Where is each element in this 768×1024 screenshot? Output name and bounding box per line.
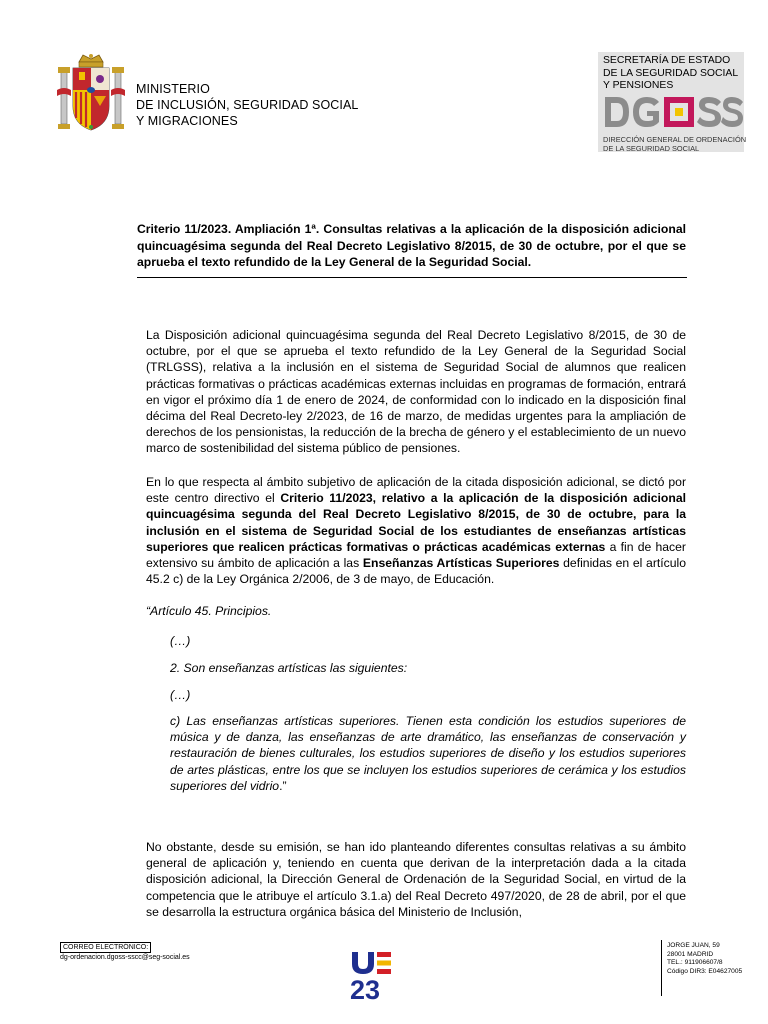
- dgoss-sub-line-1: DIRECCIÓN GENERAL DE ORDENACIÓN: [603, 135, 747, 144]
- secretaria-line-1: SECRETARÍA DE ESTADO: [603, 55, 731, 66]
- quote-ellipsis-2: (…): [170, 688, 191, 702]
- secretaria-de-estado: [603, 55, 738, 93]
- footer-divider: [661, 940, 662, 996]
- quote-article-title: “Artículo 45. Principios.: [146, 604, 272, 618]
- paragraph-3: No obstante, desde su emisión, se han ido planteando diferentes consultas relativas a su ámbito general de aplicación y, teniendo en cuenta que derivan de la interpretación dada a la citada disposición adicional, la Dirección General de Ordenación de la Seguridad Social, en virtud de la competencia que le atribuye el artículo 3.1.a) del Real Decreto 497/2020, de 28 de abril, por el que se desarrolla la estructura orgánica básica del Ministerio de Inclusión,: [146, 840, 686, 919]
- quote-item-c-text: c) Las enseñanzas artísticas superiores. Tienen esta condición los estudios superiores de música y de danza, las enseñanzas de arte dramático, las enseñanzas de conservación y restauración de bienes culturales, los estudios superiores de diseño y los estudios superiores de artes plásticas, entre los que se incluyen los estudios superiores de cerámica y los estudios superiores del vidrio: [170, 714, 686, 793]
- paragraph-1: La Disposición adicional quincuagésima segunda del Real Decreto Legislativo 8/2015, de 30 de octubre, por el que se aprueba el texto refundido de la Ley General de la Seguridad Social (TRLGSS), relativa a la inclusión en el sistema de Seguridad Social de alumnos que realicen prácticas formativas o prácticas académicas externas incluidas en programas de formación, entrará en vigor el próximo día 1 de enero de 2024, de conformidad con lo indicado en la disposición final décima del Real Decreto-ley 2/2023, de 16 de marzo, de medidas urgentes para la ampliación de derechos de los pensionistas, la reducción de la brecha de género y el establecimiento de un nuevo marco de sostenibilidad del sistema público de pensiones.: [146, 328, 686, 456]
- address-line-3: TEL.: 911906607/8: [667, 959, 723, 967]
- ue-logo-23: 23: [350, 975, 381, 1000]
- ministry-line-1: MINISTERIO: [136, 82, 210, 96]
- dgoss-subtitle: [603, 135, 746, 153]
- dgoss-logo: [603, 94, 743, 130]
- postal-address: [667, 942, 742, 976]
- quote-item-2: 2. Son enseñanzas artísticas las siguientes:: [170, 661, 408, 675]
- ministry-line-3: Y MIGRACIONES: [136, 114, 238, 128]
- criterio-reference: Criterio 11/2023, relativo a la aplicación de la disposición adicional quincuagésima segunda del Real Decreto Legislativo 8/2015, de 30 de octubre, para la inclusión en el sistema de Seguridad Social de los estudiantes de enseñanzas artísticas superiores que realicen prácticas formativas o prácticas académicas externas: [146, 491, 686, 554]
- quote-ellipsis-1: (…): [170, 634, 191, 648]
- address-line-1: JORGE JUAN, 59: [667, 942, 720, 949]
- secretaria-line-3: Y PENSIONES: [603, 80, 674, 91]
- paragraph-2-text-b: a fin de hacer extensivo su ámbito de aplicación a las: [146, 539, 686, 571]
- paragraph-2-text-c: definidas en el artículo 45.2 c) de la Ley Orgánica 2/2006, de 3 de mayo, de Educación.: [146, 556, 687, 587]
- email-link[interactable]: dg-ordenacion.dgoss-sscc@seg-social.es: [60, 954, 190, 961]
- quote-item-c: [170, 713, 686, 794]
- ue23-presidency-logo: [350, 950, 392, 1000]
- dgoss-sub-line-2: DE LA SEGURIDAD SOCIAL: [603, 144, 700, 153]
- paragraph-2: [146, 474, 686, 587]
- quote-close: .”: [279, 778, 287, 793]
- address-line-4: Código DIR3: E04627005: [667, 967, 743, 975]
- email-label: CORREO ELECTRÓNICO:: [60, 942, 151, 953]
- address-line-2: 28001 MADRID: [667, 950, 714, 958]
- title-underline: [137, 277, 687, 278]
- coat-of-arms-logo: [55, 52, 127, 142]
- document-title: Criterio 11/2023. Ampliación 1ª. Consultas relativas a la aplicación de la disposición adicional quincuagésima segunda del Real Decreto Legislativo 8/2015, de 30 de octubre, por el que se aprueba el texto refundido de la Ley General de la Seguridad Social.: [137, 222, 686, 269]
- ensenanzas-artisticas-superiores: Enseñanzas Artísticas Superiores: [362, 556, 560, 571]
- secretaria-line-2: DE LA SEGURIDAD SOCIAL: [603, 67, 739, 79]
- ministry-line-2: DE INCLUSIÓN, SEGURIDAD SOCIAL: [136, 98, 359, 112]
- ministry-name: [136, 81, 359, 129]
- paragraph-2-text-a: En lo que respecta al ámbito subjetivo de aplicación de la citada disposición adicional, se dictó por este centro directivo el: [146, 475, 686, 506]
